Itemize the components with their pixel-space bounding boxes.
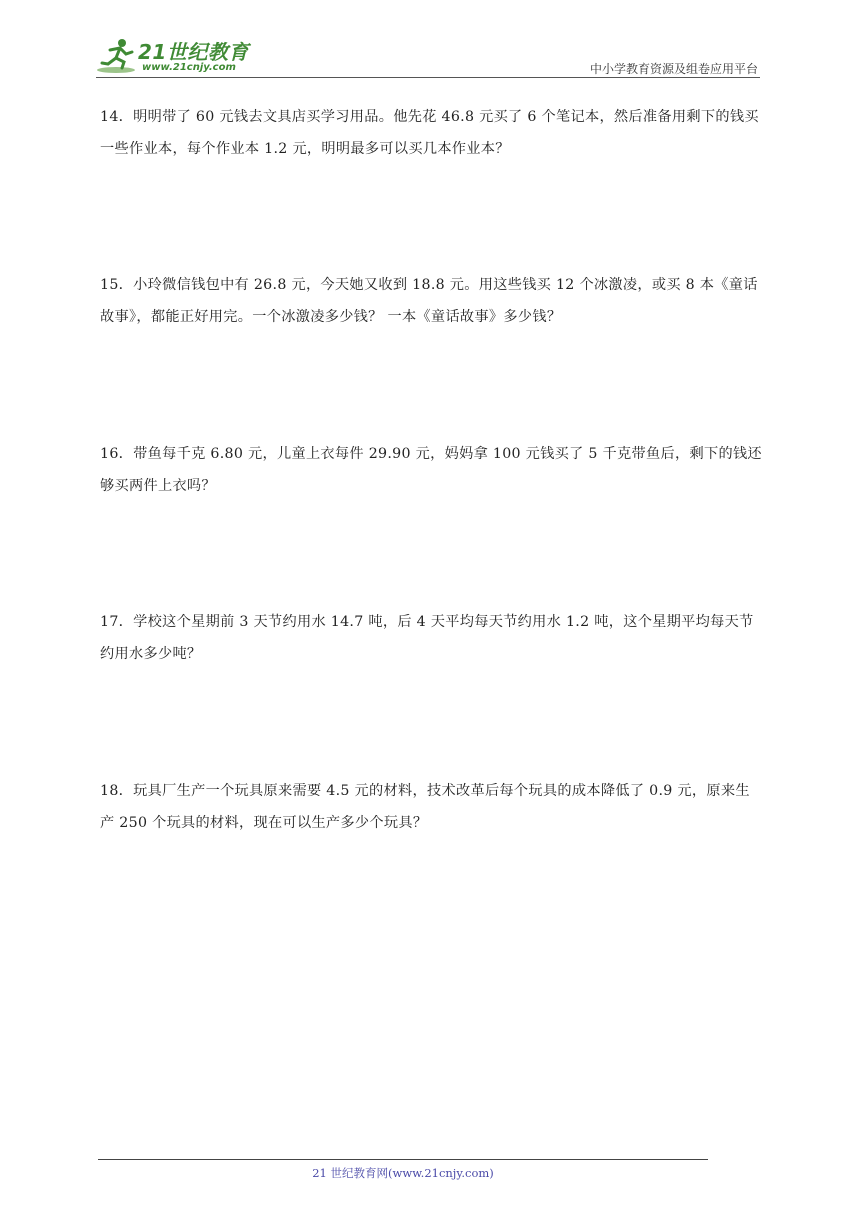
question-18: 18．玩具厂生产一个玩具原来需要 4.5 元的材料，技术改革后每个玩具的成本降低了 0.9 元，原来生产 250 个玩具的材料，现在可以生产多少个玩具？ — [100, 783, 750, 831]
platform-tagline: 中小学教育资源及组卷应用平台 — [589, 62, 758, 76]
question-14: 14．明明带了 60 元钱去文具店买学习用品。他先花 46.8 元买了 6 个笔记本，然后准备用剩下的钱买一些作业本，每个作业本 1.2 元，明明最多可以买几本作业本？ — [100, 109, 759, 157]
question-15: 15．小玲微信钱包中有 26.8 元，今天她又收到 18.8 元。用这些钱买 12 个冰激凌，或买 8 本《童话故事》，都能正好用完。一个冰激凌多少钱？ 一本《童话故事》多少钱？ — [100, 277, 758, 325]
logo-wordmark: 21世纪教育 — [138, 40, 249, 64]
footer-divider — [98, 1159, 708, 1160]
question-17: 17．学校这个星期前 3 天节约用水 14.7 吨，后 4 天平均每天节约用水 1.2 吨，这个星期平均每天节约用水多少吨？ — [100, 614, 754, 662]
question-16: 16．带鱼每千克 6.80 元，儿童上衣每件 29.90 元，妈妈拿 100 元钱买了 5 千克带鱼后，剩下的钱还够买两件上衣吗？ — [100, 446, 762, 494]
site-logo[interactable] — [96, 34, 266, 78]
runner-logo-icon — [96, 36, 140, 76]
header-divider — [96, 77, 760, 78]
logo-url: www.21cnjy.com — [142, 62, 236, 73]
page-header — [96, 30, 760, 80]
footer-link[interactable]: 21 世纪教育网(www.21cnjy.com) — [312, 1166, 494, 1180]
